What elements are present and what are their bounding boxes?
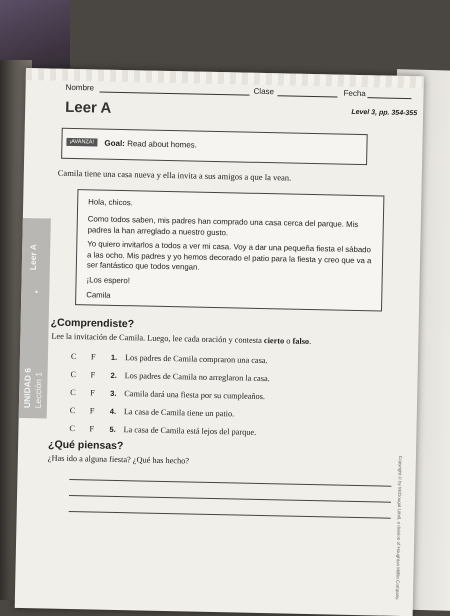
name-field[interactable] — [100, 92, 250, 96]
cierto-option[interactable]: C — [69, 405, 76, 416]
answer-line[interactable] — [69, 495, 391, 503]
unit-side-tab — [19, 218, 51, 419]
date-field[interactable] — [367, 97, 411, 99]
letter-signature: Camila — [86, 290, 111, 300]
question-item-4 — [70, 406, 400, 422]
cierto-option[interactable]: C — [70, 352, 77, 362]
instructions-end: . — [309, 336, 312, 347]
item-number: 4. — [109, 406, 117, 416]
intro-text: Camila tiene una casa nueva y ella invita a sus amigos a que la vean. — [57, 167, 292, 183]
instructions-falso: falso — [292, 336, 310, 346]
falso-option[interactable]: F — [89, 406, 95, 416]
side-tab-leccion: Lección 1 — [32, 371, 44, 409]
falso-option[interactable]: F — [90, 352, 96, 362]
goal-label: Goal: — [104, 138, 125, 149]
item-text: La casa de Camila está lejos del parque. — [123, 425, 257, 437]
question-item-2 — [70, 370, 400, 386]
item-number: 5. — [109, 424, 116, 434]
item-number: 2. — [110, 370, 117, 380]
cierto-option[interactable]: C — [70, 370, 77, 380]
cierto-option[interactable]: C — [69, 423, 76, 434]
date-label: Fecha — [343, 88, 366, 99]
item-number: 1. — [110, 352, 118, 362]
que-piensas-question: ¿Has ido a alguna fiesta? ¿Qué has hecho? — [47, 453, 190, 466]
instructions-mid: o — [284, 336, 293, 346]
falso-option[interactable]: F — [90, 388, 95, 398]
item-text: Los padres de Camila compraron una casa. — [124, 353, 268, 366]
question-item-3 — [70, 388, 400, 404]
cierto-option[interactable]: C — [70, 387, 76, 398]
item-text: Los padres de Camila no arreglaron la casa. — [124, 371, 270, 384]
worksheet-page — [15, 68, 424, 616]
que-piensas-title: ¿Qué piensas? — [47, 438, 124, 453]
side-tab-leer: Leer A — [27, 243, 39, 271]
copyright-notice: Copyright © by McDougal Littell, a division of Houghton Mifflin Company. — [394, 455, 403, 601]
letter-closing: ¡Los espero! — [86, 275, 131, 286]
page-title: Leer A — [65, 98, 112, 117]
comprendiste-title: ¿Comprendiste? — [50, 316, 135, 331]
class-field[interactable] — [277, 95, 337, 97]
answer-line[interactable] — [69, 479, 391, 487]
side-tab-bullet: • — [31, 290, 42, 294]
letter-greeting: Hola, chicos. — [88, 197, 133, 208]
item-number: 3. — [110, 388, 117, 398]
item-text: Camila dará una fiesta por su cumpleaños. — [124, 389, 266, 402]
letter-paragraph-2: Yo quiero invitarlos a todos a ver mi casa. Voy a dar una pequeña fiesta el sábado a las ocho. Mis padres y yo hemos decorado el patio para la fiesta y creo que va a ser fantástico que todos vengan. — [86, 239, 372, 272]
invitation-letter — [75, 189, 384, 311]
goal-text — [104, 139, 197, 150]
side-tab-unidad: UNIDAD 6 — [21, 367, 33, 409]
item-text: La casa de Camila tiene un patio. — [123, 407, 235, 419]
class-label: Clase — [253, 86, 275, 97]
instructions-cierto: cierto — [263, 336, 285, 346]
falso-option[interactable]: F — [89, 424, 95, 434]
goal-description: Read about homes. — [127, 139, 198, 150]
goal-box — [61, 128, 368, 165]
answer-line[interactable] — [69, 511, 391, 519]
question-item-1 — [71, 352, 401, 368]
instructions-pre: Lee la invitación de Camila. Luego, lee cada oración y contesta — [51, 331, 265, 346]
avanza-badge: ¡AVANZA! — [66, 138, 97, 147]
question-item-5 — [69, 424, 399, 440]
letter-paragraph-1: Como todos saben, mis padres han comprado una casa cerca del parque. Mis padres la han arreglado a nuestro gusto. — [87, 214, 359, 237]
falso-option[interactable]: F — [90, 370, 96, 380]
comprendiste-instructions — [51, 332, 311, 346]
name-label: Nombre — [65, 82, 95, 93]
level-reference: Level 3, pp. 354-355 — [351, 108, 418, 118]
